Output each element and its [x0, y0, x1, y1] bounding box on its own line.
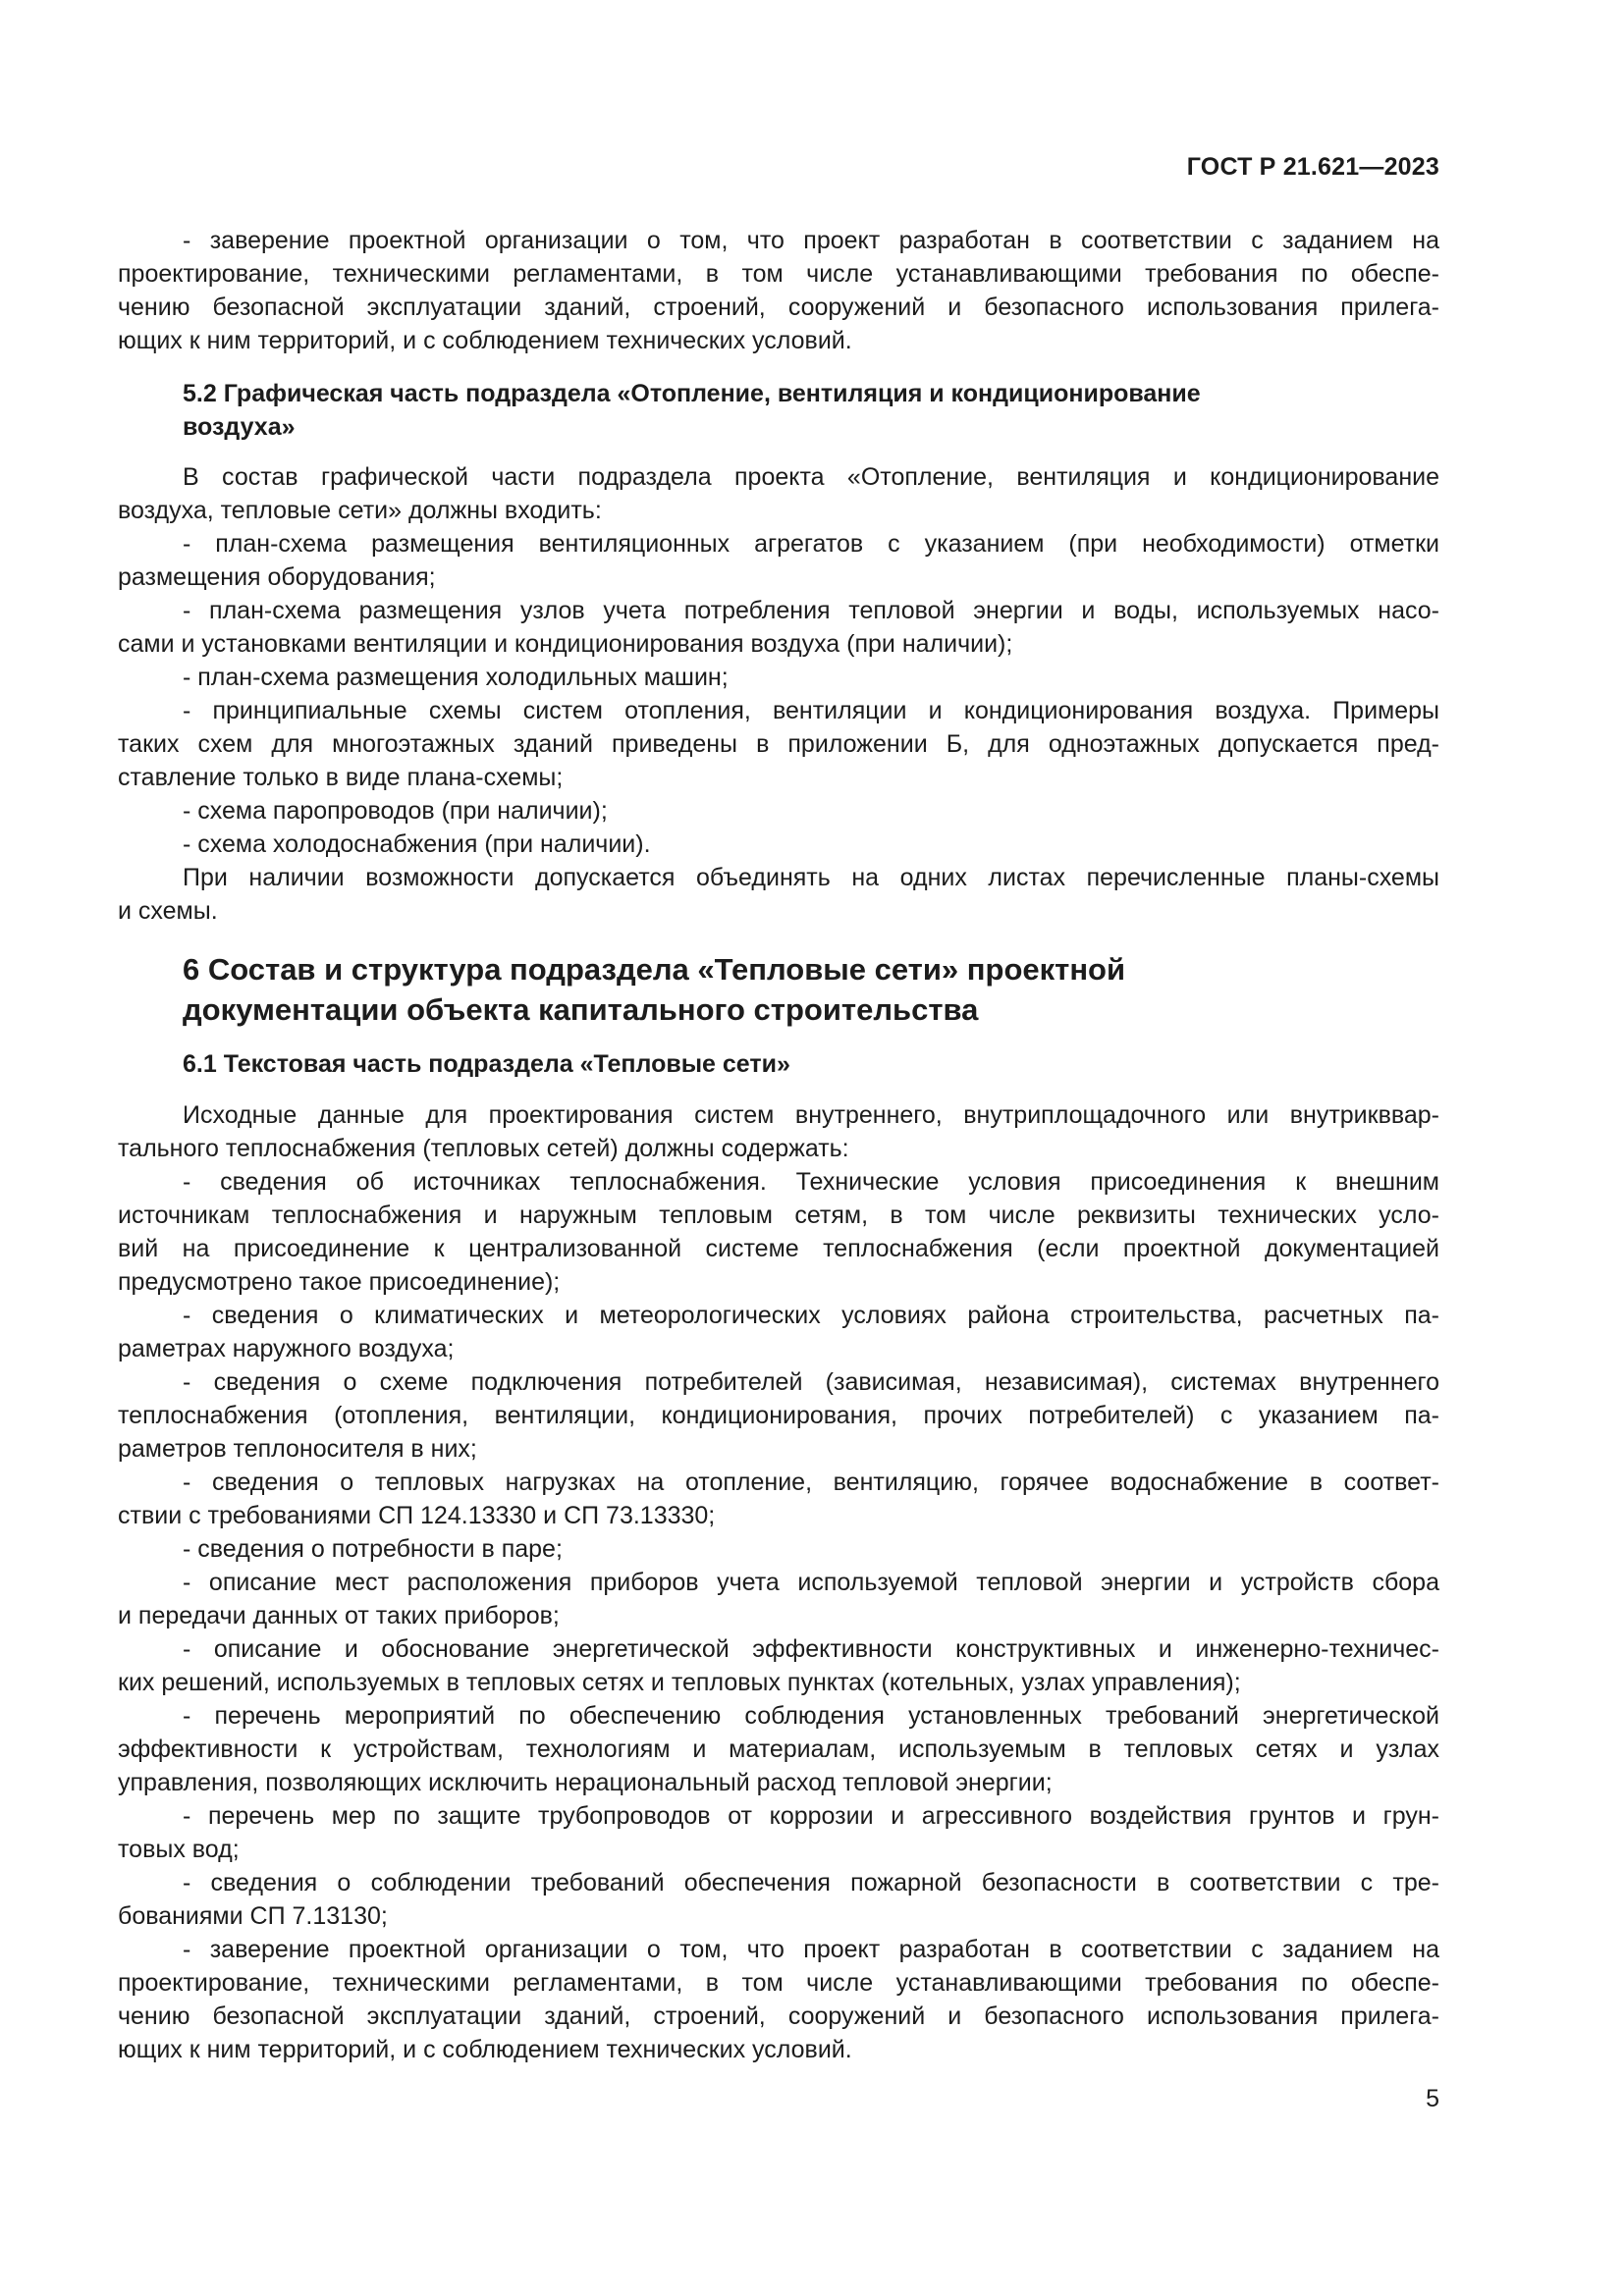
- page-number: 5: [1426, 2085, 1439, 2112]
- list-item: - сведения о тепловых нагрузках на отопление, вентиляцию, горячее водоснабжение в соответ-: [183, 1468, 1439, 1496]
- text-line: воздуха, тепловые сети» должны входить:: [118, 497, 602, 524]
- text-line: управления, позволяющих исключить нерациональный расход тепловой энергии;: [118, 1769, 1053, 1796]
- subsection-6-1-title: 6.1 Текстовая часть подраздела «Тепловые сети»: [183, 1050, 790, 1078]
- list-item: - план-схема размещения узлов учета потребления тепловой энергии и воды, используемых насо-: [183, 597, 1439, 624]
- text-line: и схемы.: [118, 897, 218, 925]
- list-item: - принципиальные схемы систем отопления, вентиляции и кондиционирования воздуха. Примеры: [183, 697, 1439, 724]
- text-line: раметрах наружного воздуха;: [118, 1335, 455, 1362]
- text-line: и передачи данных от таких приборов;: [118, 1602, 560, 1629]
- page-content: [118, 224, 1439, 2066]
- text-line: проектирование, техническими регламентами, в том числе устанавливающими требования по обеспе-: [118, 260, 1439, 288]
- paragraph-certification-top: [118, 224, 1439, 357]
- text-line: ставление только в виде плана-схемы;: [118, 764, 564, 791]
- list-item: - сведения о схеме подключения потребителей (зависимая, независимая), системах внутреннего: [183, 1368, 1439, 1396]
- text-line: - заверение проектной организации о том, что проект разработан в соответствии с заданием на: [183, 227, 1439, 254]
- heading-line: 5.2 Графическая часть подраздела «Отопление, вентиляция и кондиционирование: [183, 380, 1201, 407]
- list-item: - сведения о климатических и метеорологических условиях района строительства, расчетных па-: [183, 1302, 1439, 1329]
- text-line: вий на присоединение к централизованной системе теплоснабжения (если проектной документацией: [118, 1235, 1439, 1262]
- list-item: - перечень мероприятий по обеспечению соблюдения установленных требований энергетической: [183, 1702, 1439, 1730]
- text-line: При наличии возможности допускается объединять на одних листах перечисленные планы-схемы: [183, 864, 1439, 891]
- text-line: размещения оборудования;: [118, 563, 436, 591]
- list-item: - сведения об источниках теплоснабжения. Технические условия присоединения к внешним: [183, 1168, 1439, 1196]
- text-line: таких схем для многоэтажных зданий приведены в приложении Б, для одноэтажных допускается пред-: [118, 730, 1439, 758]
- text-line: Исходные данные для проектирования систем внутреннего, внутриплощадочного или внутрикввар-: [183, 1101, 1439, 1129]
- document-code: ГОСТ Р 21.621—2023: [1186, 153, 1439, 181]
- list-item: - схема паропроводов (при наличии);: [183, 797, 608, 825]
- subsection-5-2-title: [183, 377, 1439, 444]
- text-line: источникам теплоснабжения и наружным тепловым сетям, в том числе реквизиты технических усло-: [118, 1201, 1439, 1229]
- heading-line: 6 Состав и структура подраздела «Тепловые сети» проектной: [183, 952, 1126, 987]
- section-6-title: [183, 949, 1439, 1030]
- text-line: раметров теплоносителя в них;: [118, 1435, 477, 1463]
- text-line: ющих к ним территорий, и с соблюдением технических условий.: [118, 327, 852, 354]
- text-line: тального теплоснабжения (тепловых сетей) должны содержать:: [118, 1135, 849, 1162]
- subsection-6-1-body: [118, 1098, 1439, 2066]
- list-item: - сведения о соблюдении требований обеспечения пожарной безопасности в соответствии с тре-: [183, 1869, 1439, 1896]
- list-item: - заверение проектной организации о том, что проект разработан в соответствии с заданием на: [183, 1936, 1439, 1963]
- text-line: сами и установками вентиляции и кондиционирования воздуха (при наличии);: [118, 630, 1013, 658]
- list-item: - план-схема размещения вентиляционных агрегатов с указанием (при необходимости) отметки: [183, 530, 1439, 558]
- text-line: ствии с требованиями СП 124.13330 и СП 73.13330;: [118, 1502, 716, 1529]
- subsection-5-2-body: [118, 460, 1439, 928]
- text-line: эффективности к устройствам, технологиям и материалам, используемым в тепловых сетях и узлах: [118, 1735, 1439, 1763]
- text-line: бованиями СП 7.13130;: [118, 1902, 388, 1930]
- text-line: чению безопасной эксплуатации зданий, строений, сооружений и безопасного использования прилега-: [118, 2002, 1439, 2030]
- text-line: чению безопасной эксплуатации зданий, строений, сооружений и безопасного использования прилега-: [118, 294, 1439, 321]
- text-line: В состав графической части подраздела проекта «Отопление, вентиляция и кондиционирование: [183, 463, 1439, 491]
- text-line: ющих к ним территорий, и с соблюдением технических условий.: [118, 2036, 852, 2063]
- text-line: предусмотрено такое присоединение);: [118, 1268, 561, 1296]
- heading-line: воздуха»: [183, 413, 296, 441]
- list-item: - схема холодоснабжения (при наличии).: [183, 830, 651, 858]
- text-line: товых вод;: [118, 1836, 240, 1863]
- list-item: - сведения о потребности в паре;: [183, 1535, 563, 1563]
- list-item: - описание и обоснование энергетической эффективности конструктивных и инженерно-техничес-: [183, 1635, 1439, 1663]
- text-line: проектирование, техническими регламентами, в том числе устанавливающими требования по обеспе-: [118, 1969, 1439, 1997]
- text-line: теплоснабжения (отопления, вентиляции, кондиционирования, прочих потребителей) с указанием па-: [118, 1402, 1439, 1429]
- list-item: - перечень мер по защите трубопроводов от коррозии и агрессивного воздействия грунтов и грун-: [183, 1802, 1439, 1830]
- heading-line: документации объекта капитального строительства: [183, 992, 979, 1027]
- text-line: ких решений, используемых в тепловых сетях и тепловых пунктах (котельных, узлах управления);: [118, 1669, 1241, 1696]
- list-item: - описание мест расположения приборов учета используемой тепловой энергии и устройств сбора: [183, 1569, 1439, 1596]
- list-item: - план-схема размещения холодильных машин;: [183, 664, 729, 691]
